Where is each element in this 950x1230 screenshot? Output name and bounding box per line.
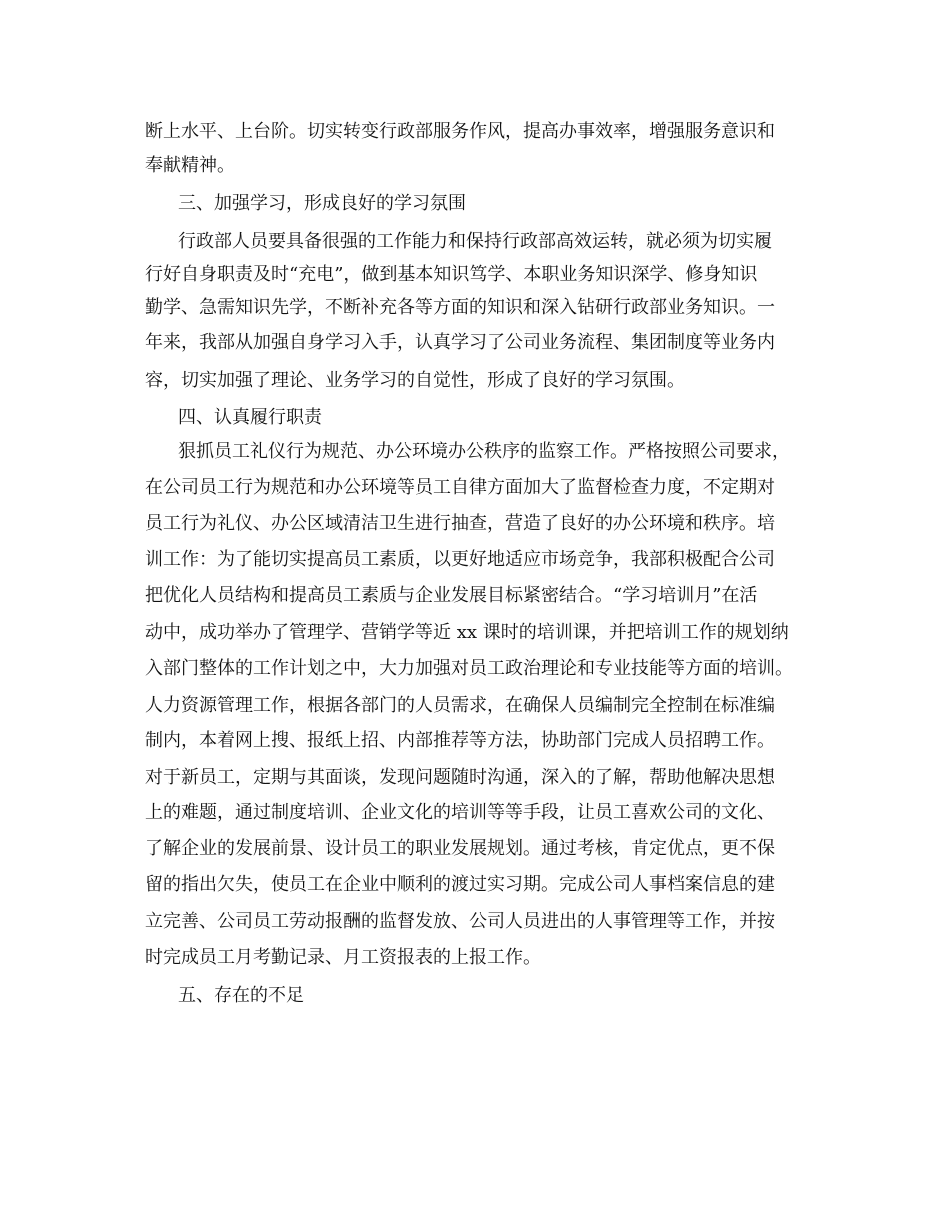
paragraph-line: 制内，本着网上搜、报纸上招、内部推荐等方法，协助部门完成人员招聘工作。: [145, 730, 775, 751]
paragraph-line: 断上水平、上台阶。切实转变行政部服务作风，提高办事效率，增强服务意识和: [145, 121, 775, 142]
paragraph-line: 狠抓员工礼仪行为规范、办公环境办公秩序的监察工作。严格按照公司要求，: [178, 441, 790, 462]
section-heading: 四、认真履行职责: [178, 407, 322, 428]
paragraph-line: 了解企业的发展前景、设计员工的职业发展规划。通过考核，肯定优点，更不保: [145, 838, 775, 859]
paragraph-line: 动中，成功举办了管理学、营销学等近 xx 课时的培训课，并把培训工作的规划纳: [145, 622, 789, 643]
paragraph-line: 员工行为礼仪、办公区域清洁卫生进行抽查，营造了良好的办公环境和秩序。培: [145, 513, 775, 534]
paragraph-line: 上的难题，通过制度培训、企业文化的培训等等手段，让员工喜欢公司的文化、: [145, 802, 775, 823]
paragraph-line: 勤学、急需知识先学，不断补充各等方面的知识和深入钻研行政部业务知识。一: [145, 297, 775, 318]
paragraph-line: 容，切实加强了理论、业务学习的自觉性，形成了良好的学习氛围。: [145, 370, 685, 391]
section-heading: 五、存在的不足: [178, 985, 304, 1006]
paragraph-line: 入部门整体的工作计划之中，大力加强对员工政治理论和专业技能等方面的培训。: [145, 658, 793, 679]
paragraph-line: 奉献精神。: [145, 155, 235, 176]
paragraph-line: 人力资源管理工作，根据各部门的人员需求，在确保人员编制完全控制在标准编: [145, 695, 775, 716]
paragraph-line: 时完成员工月考勤记录、月工资报表的上报工作。: [145, 947, 541, 968]
paragraph-line: 行好自身职责及时“充电”，做到基本知识笃学、本职业务知识深学、修身知识: [145, 264, 758, 285]
paragraph-line: 行政部人员要具备很强的工作能力和保持行政部高效运转，就必须为切实履: [178, 231, 772, 252]
paragraph-line: 训工作：为了能切实提高员工素质，以更好地适应市场竞争，我部积极配合公司: [145, 549, 775, 570]
paragraph-line: 把优化人员结构和提高员工素质与企业发展目标紧密结合。“学习培训月”在活: [145, 585, 758, 606]
paragraph-line: 年来，我部从加强自身学习入手，认真学习了公司业务流程、集团制度等业务内: [145, 332, 775, 353]
paragraph-line: 在公司员工行为规范和办公环境等员工自律方面加大了监督检查力度，不定期对: [145, 477, 775, 498]
paragraph-line: 立完善、公司员工劳动报酬的监督发放、公司人员进出的人事管理等工作，并按: [145, 911, 775, 932]
section-heading: 三、加强学习，形成良好的学习氛围: [178, 193, 466, 214]
paragraph-line: 对于新员工，定期与其面谈，发现问题随时沟通，深入的了解，帮助他解决思想: [145, 767, 775, 788]
paragraph-line: 留的指出欠失，使员工在企业中顺利的渡过实习期。完成公司人事档案信息的建: [145, 874, 775, 895]
